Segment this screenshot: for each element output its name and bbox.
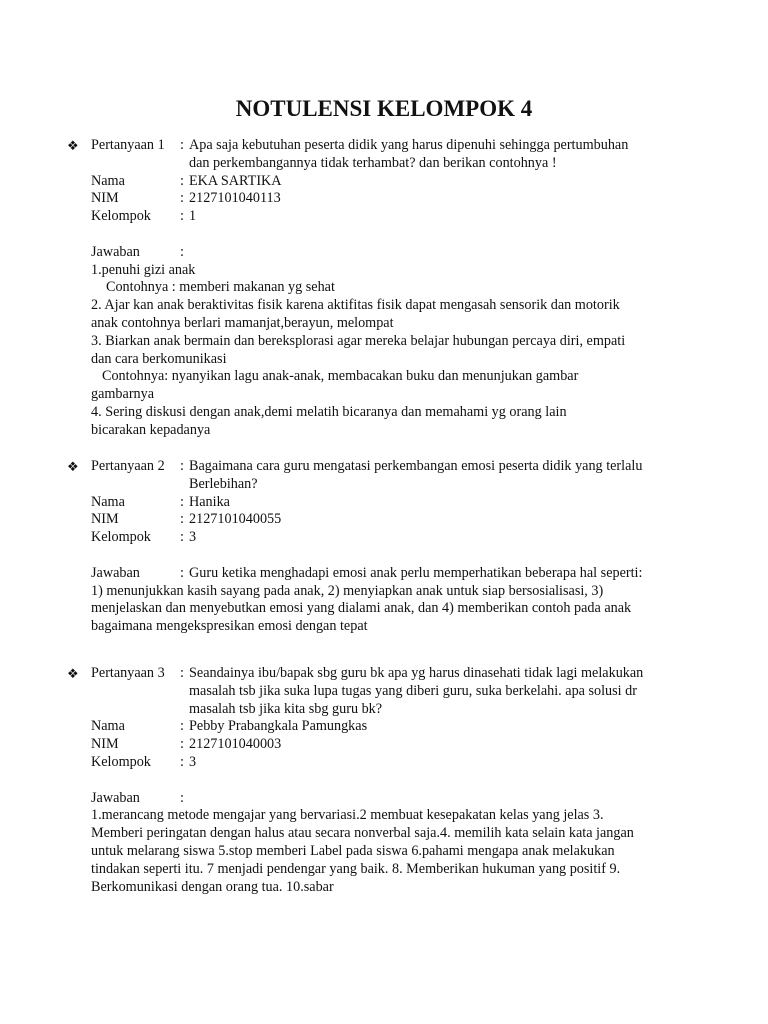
answer-line: 1.penuhi gizi anak <box>91 261 196 278</box>
nim-value: 2127101040113 <box>189 190 281 207</box>
answer-line: 3. Biarkan anak bermain dan bereksplorasi agar mereka belajar hubungan percaya diri, empati <box>91 332 626 349</box>
question-line: Seandainya ibu/bapak sbg guru bk apa yg harus dinasehati tidak lagi melakukan <box>189 665 644 681</box>
answer-line: 1) menunjukkan kasih sayang pada anak, 2) menyiapkan anak untuk siap bersosialisasi, 3) <box>91 582 604 599</box>
kelompok-value: 3 <box>189 753 197 770</box>
question-label: Pertanyaan 2 <box>91 458 165 474</box>
answer-line: bicarakan kepadanya <box>91 421 211 438</box>
jawaban-label: Jawaban <box>91 243 140 260</box>
nim-label: NIM <box>91 511 119 528</box>
diamond-bullet-icon: ❖ <box>67 666 79 681</box>
nim-label: NIM <box>91 190 119 207</box>
answer-line: 2. Ajar kan anak beraktivitas fisik karena aktifitas fisik dapat mengasah sensorik dan motorik <box>91 297 620 314</box>
question-row <box>0 458 768 494</box>
nama-label: Nama <box>91 493 125 510</box>
question-row <box>0 665 768 718</box>
nim-value: 2127101040003 <box>189 736 282 753</box>
answer-line: bagaimana mengekspresikan emosi dengan tepat <box>91 618 368 635</box>
nama-value: Hanika <box>189 493 230 510</box>
kelompok-label: Kelompok <box>91 208 151 225</box>
jawaban-colon: : <box>180 789 184 806</box>
answer-line: Contohnya: nyanyikan lagu anak-anak, membacakan buku dan menunjukan gambar <box>102 368 579 385</box>
jawaban-colon: : <box>180 564 184 581</box>
answer-line: Memberi peringatan dengan halus atau secara nonverbal saja.4. memilih kata selain kata jangan <box>91 825 634 842</box>
question-text <box>189 458 679 494</box>
question-line: Apa saja kebutuhan peserta didik yang harus dipenuhi sehingga pertumbuhan <box>189 137 629 153</box>
jawaban-label: Jawaban <box>91 789 140 806</box>
diamond-bullet-icon: ❖ <box>67 459 79 474</box>
question-section-1 <box>0 137 768 440</box>
nama-label: Nama <box>91 718 125 735</box>
answer-line: Berkomunikasi dengan orang tua. 10.sabar <box>91 878 334 895</box>
nama-label: Nama <box>91 172 125 189</box>
answer-line: anak contohnya berlari mamanjat,berayun, melompat <box>91 314 394 331</box>
kelompok-value: 1 <box>189 208 197 225</box>
question-label: Pertanyaan 3 <box>91 665 165 681</box>
answer-line: gambarnya <box>91 386 155 403</box>
jawaban-colon: : <box>180 243 184 260</box>
document-title: NOTULENSI KELOMPOK 4 <box>235 96 533 121</box>
question-line: masalah tsb jika suka lupa tugas yang diberi guru, suka berkelahi. apa solusi dr <box>189 682 637 699</box>
question-line: dan perkembangannya tidak terhambat? dan berikan contohnya ! <box>189 154 557 171</box>
diamond-bullet-icon: ❖ <box>67 138 79 153</box>
nim-row: NIM : 2127101040055 <box>91 511 282 528</box>
jawaban-label: Jawaban <box>91 564 140 581</box>
kelompok-row: Kelompok : 3 <box>91 753 197 770</box>
question-colon: : <box>180 665 184 681</box>
question-line: Bagaimana cara guru mengatasi perkembangan emosi peserta didik yang terlalu <box>189 458 643 474</box>
answer-line: 4. Sering diskusi dengan anak,demi melatih bicaranya dan memahami yg orang lain <box>91 403 567 420</box>
nim-value: 2127101040055 <box>189 511 282 528</box>
kelompok-row: Kelompok : 3 <box>91 529 197 546</box>
question-row <box>0 137 768 173</box>
question-section-3 <box>0 665 768 896</box>
question-text <box>189 665 679 718</box>
nama-value: Pebby Prabangkala Pamungkas <box>189 718 368 735</box>
question-line: masalah tsb jika kita sbg guru bk? <box>189 700 383 717</box>
question-colon: : <box>180 137 184 153</box>
kelompok-label: Kelompok <box>91 529 151 546</box>
nama-row: Nama : Hanika <box>91 493 230 510</box>
kelompok-row: Kelompok : 1 <box>91 208 197 225</box>
nim-label: NIM <box>91 736 119 753</box>
answer-line: Contohnya : memberi makanan yg sehat <box>106 279 335 296</box>
answer-line: dan cara berkomunikasi <box>91 350 227 367</box>
answer-line: 1.merancang metode mengajar yang bervariasi.2 membuat kesepakatan kelas yang jelas 3. <box>91 807 604 824</box>
jawaban-inline: Guru ketika menghadapi emosi anak perlu memperhatikan beberapa hal seperti: <box>189 564 643 581</box>
question-colon: : <box>180 458 184 474</box>
nim-row: NIM : 2127101040113 <box>91 190 281 207</box>
question-text <box>189 137 679 173</box>
nim-row: NIM : 2127101040003 <box>91 736 282 753</box>
question-section-2 <box>0 458 768 636</box>
kelompok-value: 3 <box>189 529 197 546</box>
question-line: Berlebihan? <box>189 475 258 492</box>
answer-text <box>91 262 671 440</box>
kelompok-label: Kelompok <box>91 753 151 770</box>
nama-row: Nama : EKA SARTIKA <box>91 172 282 189</box>
nama-row: Nama : Pebby Prabangkala Pamungkas <box>91 718 368 735</box>
answer-text <box>91 807 671 896</box>
answer-line: tindakan seperti itu. 7 menjadi pendengar yang baik. 8. Memberikan hukuman yang positif 9. <box>91 860 621 877</box>
answer-line: untuk melarang siswa 5.stop memberi Label pada siswa 6.pahami mengapa anak melakukan <box>91 842 615 859</box>
nama-value: EKA SARTIKA <box>189 172 282 189</box>
jawaban-row <box>0 565 768 583</box>
jawaban-row <box>0 790 768 808</box>
jawaban-row <box>0 244 768 262</box>
answer-text <box>91 583 671 636</box>
question-label: Pertanyaan 1 <box>91 137 165 153</box>
answer-line: menjelaskan dan menyebutkan emosi yang dialami anak, dan 4) memberikan contoh pada anak <box>91 600 632 617</box>
